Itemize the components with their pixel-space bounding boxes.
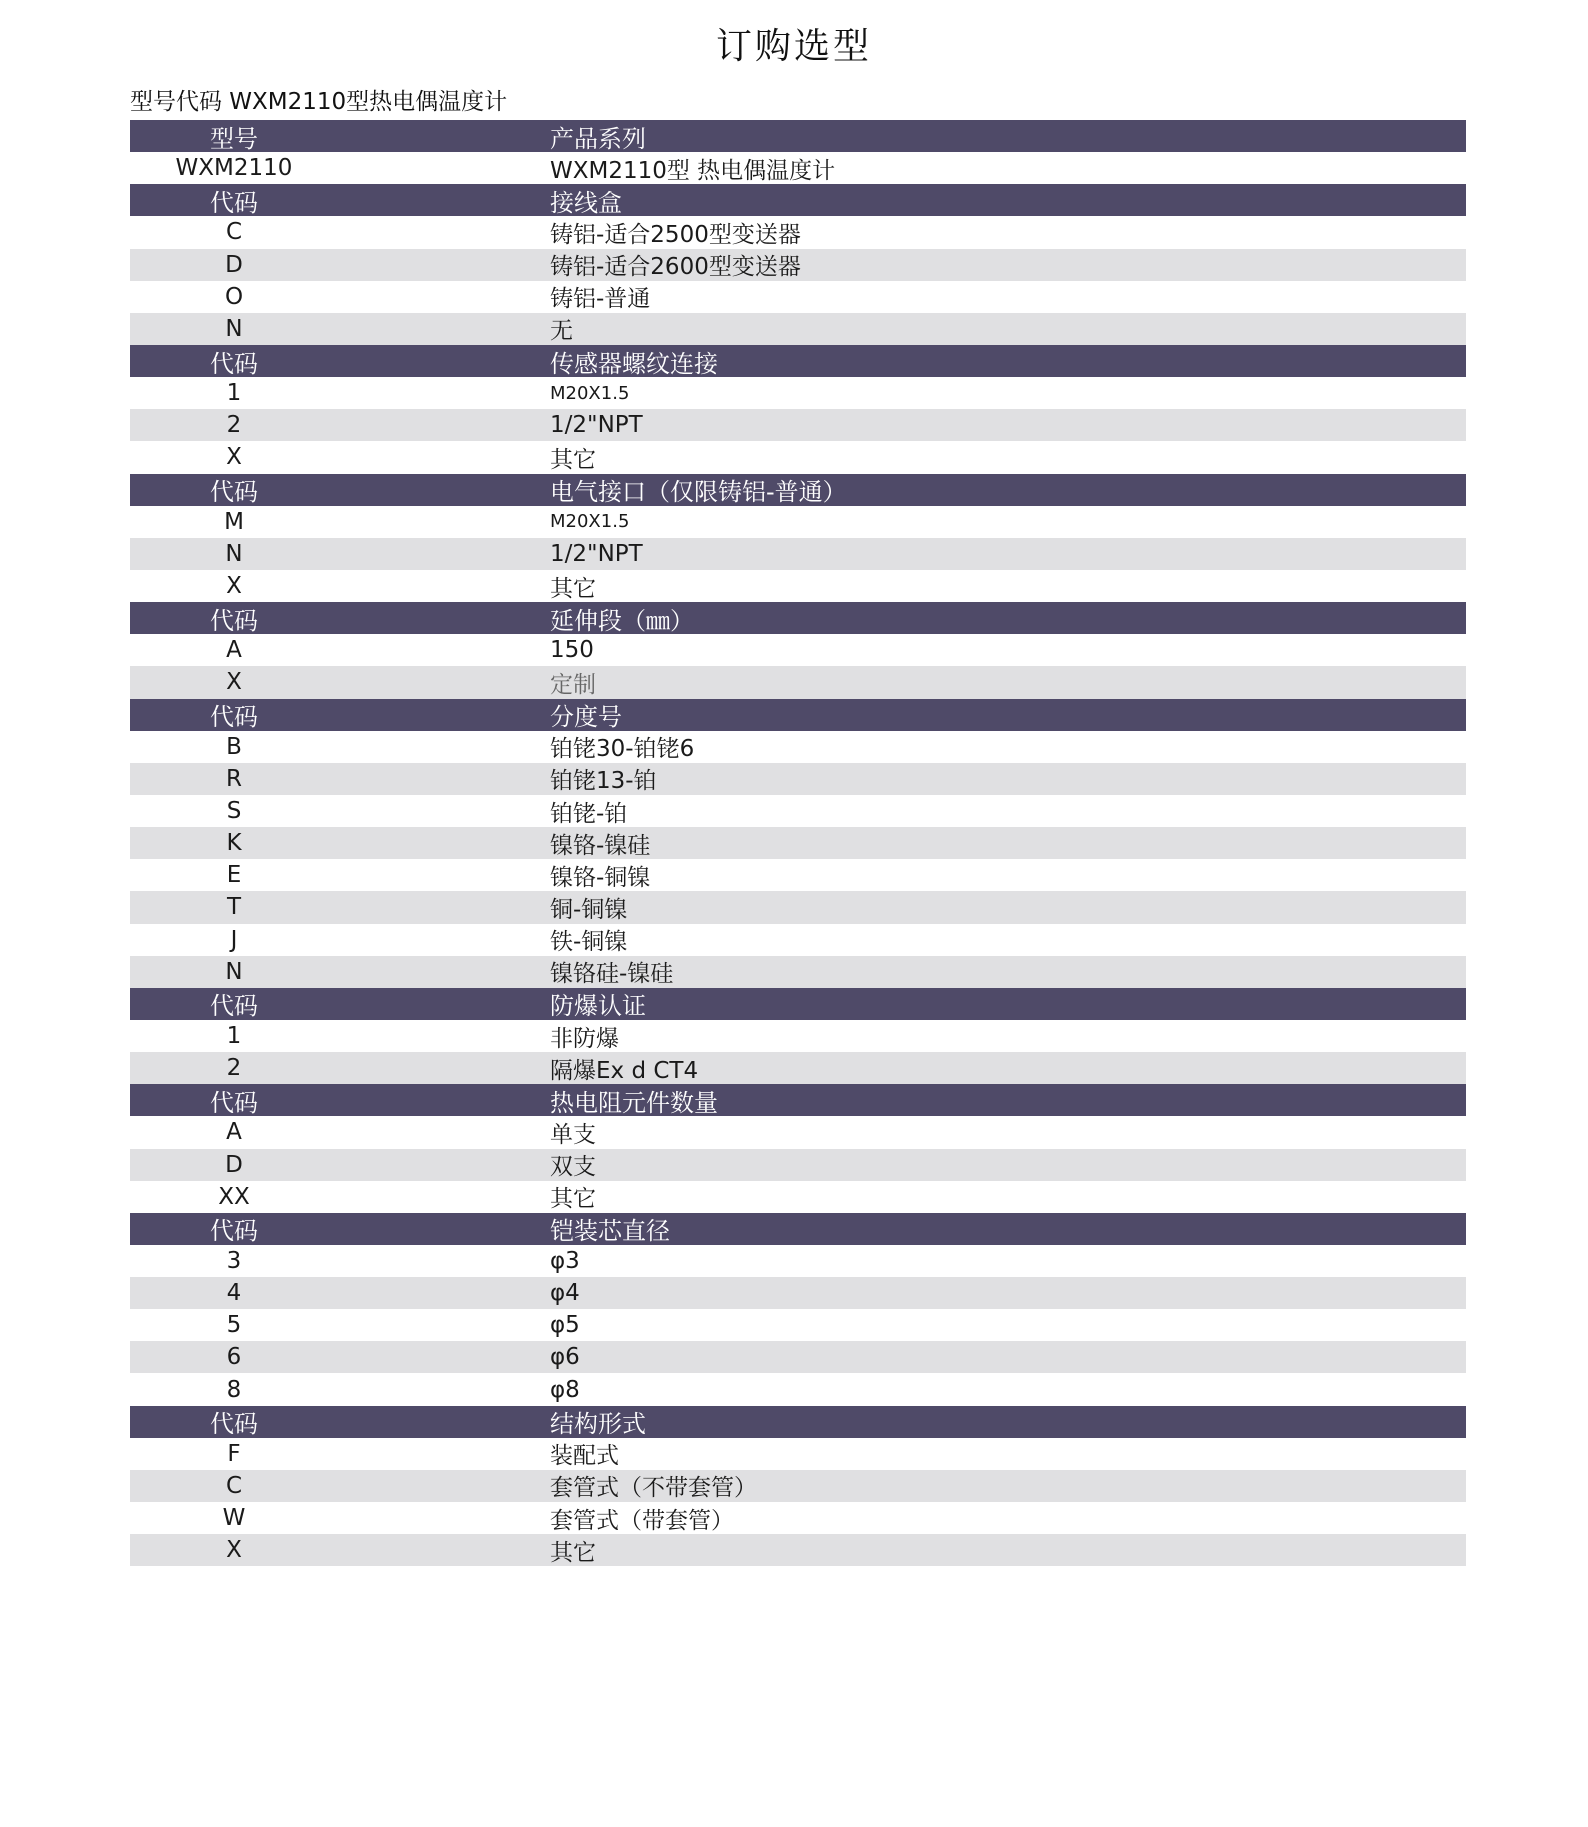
table-row	[130, 666, 1466, 698]
table-row	[130, 506, 1466, 538]
option-code: 8	[226, 1376, 242, 1403]
table-row	[130, 409, 1466, 441]
header-desc-label: 分度号	[550, 703, 622, 732]
section-header	[130, 988, 1466, 1020]
option-description: φ3	[550, 1247, 580, 1274]
option-description: 单支	[550, 1121, 596, 1148]
header-desc-label: 传感器螺纹连接	[550, 349, 718, 378]
header-desc-label: 接线盒	[550, 188, 622, 217]
table-row	[130, 1020, 1466, 1052]
table-row	[130, 1245, 1466, 1277]
option-code: E	[226, 862, 242, 889]
header-code-label: 代码	[210, 349, 258, 378]
option-code: 4	[226, 1280, 242, 1307]
option-description: M20X1.5	[550, 511, 630, 533]
table-row	[130, 313, 1466, 345]
option-code: X	[226, 573, 242, 600]
option-description: 1/2"NPT	[550, 540, 643, 567]
option-description: 铸铝-适合2500型变送器	[550, 222, 801, 248]
table-row	[130, 827, 1466, 859]
model-code-line: 型号代码 WXM2110型热电偶温度计	[130, 89, 508, 115]
option-description: 其它	[550, 1539, 596, 1566]
option-description: 镍铬-铜镍	[550, 864, 651, 891]
table-row	[130, 1052, 1466, 1084]
option-description: 铂铑-铂	[550, 800, 628, 827]
header-code-label: 代码	[210, 992, 258, 1021]
table-row	[130, 377, 1466, 409]
option-description: 铂铑13-铂	[550, 768, 657, 795]
option-description: 铁-铜镍	[550, 929, 628, 956]
option-description: 铸铝-适合2600型变送器	[550, 254, 801, 281]
option-description: 铂铑30-铂铑6	[550, 736, 695, 763]
option-code: X	[226, 669, 242, 696]
option-code: 2	[226, 1055, 242, 1082]
section-header	[130, 1084, 1466, 1116]
table-row	[130, 956, 1466, 988]
section-header	[130, 184, 1466, 216]
option-code: N	[225, 315, 243, 342]
table-row	[130, 152, 1466, 184]
section-header	[130, 474, 1466, 506]
section-header	[130, 1213, 1466, 1245]
option-description: 其它	[550, 1186, 596, 1213]
table-row	[130, 1181, 1466, 1213]
option-description: φ6	[550, 1344, 580, 1371]
header-code-label: 代码	[210, 606, 258, 635]
option-code: XX	[218, 1183, 250, 1210]
table-row	[130, 731, 1466, 763]
table-row	[130, 1277, 1466, 1309]
option-code: T	[226, 894, 242, 921]
header-code-label: 代码	[210, 188, 258, 217]
table-row	[130, 891, 1466, 923]
header-desc-label: 铠装芯直径	[550, 1217, 670, 1246]
option-code: J	[230, 926, 238, 953]
option-code: N	[225, 958, 243, 985]
option-code: S	[226, 798, 242, 825]
option-code: N	[225, 540, 243, 567]
option-code: W	[222, 1505, 246, 1532]
table-row	[130, 1502, 1466, 1534]
table-row	[130, 859, 1466, 891]
option-code: 6	[226, 1344, 242, 1371]
option-code: R	[226, 765, 242, 792]
header-code-label: 代码	[210, 703, 258, 732]
option-description: 无	[550, 318, 573, 345]
option-description: 双支	[550, 1154, 596, 1181]
header-desc-label: 延伸段（㎜）	[550, 606, 694, 635]
option-code: 3	[226, 1247, 242, 1274]
header-code-label: 型号	[210, 124, 258, 153]
table-row	[130, 924, 1466, 956]
option-code: C	[225, 1472, 243, 1499]
table-row	[130, 1309, 1466, 1341]
option-description: 隔爆Ex d CT4	[550, 1057, 699, 1084]
section-header	[130, 1406, 1466, 1438]
table-row	[130, 441, 1466, 473]
option-code: 1	[226, 1023, 242, 1049]
header-desc-label: 结构形式	[550, 1410, 646, 1439]
header-code-label: 代码	[210, 478, 258, 507]
table-row	[130, 1116, 1466, 1148]
option-code: C	[225, 219, 243, 246]
section-header	[130, 345, 1466, 377]
table-row	[130, 216, 1466, 248]
header-desc-label: 电气接口（仅限铸铝-普通）	[550, 478, 847, 507]
header-code-label: 代码	[210, 1088, 258, 1117]
header-code-label: 代码	[210, 1217, 258, 1246]
option-description: WXM2110型 热电偶温度计	[550, 157, 836, 184]
table-row	[130, 795, 1466, 827]
option-description: 其它	[550, 446, 596, 473]
section-header	[130, 120, 1466, 152]
header-desc-label: 防爆认证	[550, 992, 646, 1021]
option-code: 5	[226, 1312, 242, 1339]
option-description: 镍铬硅-镍硅	[550, 961, 674, 988]
option-description: φ5	[550, 1312, 580, 1339]
option-code: O	[224, 283, 244, 310]
option-code: M	[224, 508, 244, 535]
option-code: K	[226, 830, 242, 857]
table-row	[130, 1373, 1466, 1405]
option-description: 套管式（不带套管）	[550, 1475, 757, 1502]
header-desc-label: 产品系列	[550, 124, 646, 153]
header-desc-label: 热电阻元件数量	[550, 1088, 718, 1117]
section-header	[130, 699, 1466, 731]
option-description: φ4	[550, 1280, 580, 1307]
option-code: 1	[226, 380, 242, 407]
option-code: X	[226, 444, 242, 471]
option-code: F	[227, 1440, 241, 1467]
page-title: 订购选型	[715, 26, 872, 67]
table-row	[130, 1534, 1466, 1566]
option-code: 2	[226, 412, 242, 439]
option-description: 套管式（带套管）	[550, 1507, 734, 1534]
table-row	[130, 1438, 1466, 1470]
ordering-table	[130, 120, 1466, 1566]
table-row	[130, 1341, 1466, 1373]
table-row	[130, 538, 1466, 570]
option-description: 镍铬-镍硅	[550, 832, 651, 859]
option-code: A	[226, 637, 242, 664]
option-description: 非防爆	[550, 1025, 619, 1052]
option-code: D	[225, 251, 243, 278]
option-description: 装配式	[550, 1443, 619, 1470]
option-description: M20X1.5	[550, 382, 630, 404]
header-code-label: 代码	[210, 1410, 258, 1439]
option-description: 铸铝-普通	[550, 286, 651, 313]
option-description: 150	[550, 637, 594, 664]
table-row	[130, 570, 1466, 602]
option-code: X	[226, 1537, 242, 1564]
option-code: D	[225, 1151, 243, 1178]
option-description: 定制	[550, 671, 596, 698]
option-description: 铜-铜镍	[550, 896, 628, 923]
option-description: 1/2"NPT	[550, 412, 643, 439]
table-row	[130, 281, 1466, 313]
table-row	[130, 634, 1466, 666]
option-code: WXM2110	[175, 155, 293, 182]
option-code: B	[226, 733, 242, 760]
section-header	[130, 602, 1466, 634]
table-row	[130, 1470, 1466, 1502]
option-description: φ8	[550, 1376, 580, 1403]
table-row	[130, 249, 1466, 281]
table-row	[130, 1149, 1466, 1181]
table-row	[130, 763, 1466, 795]
option-code: A	[226, 1119, 242, 1146]
option-description: 其它	[550, 575, 596, 602]
